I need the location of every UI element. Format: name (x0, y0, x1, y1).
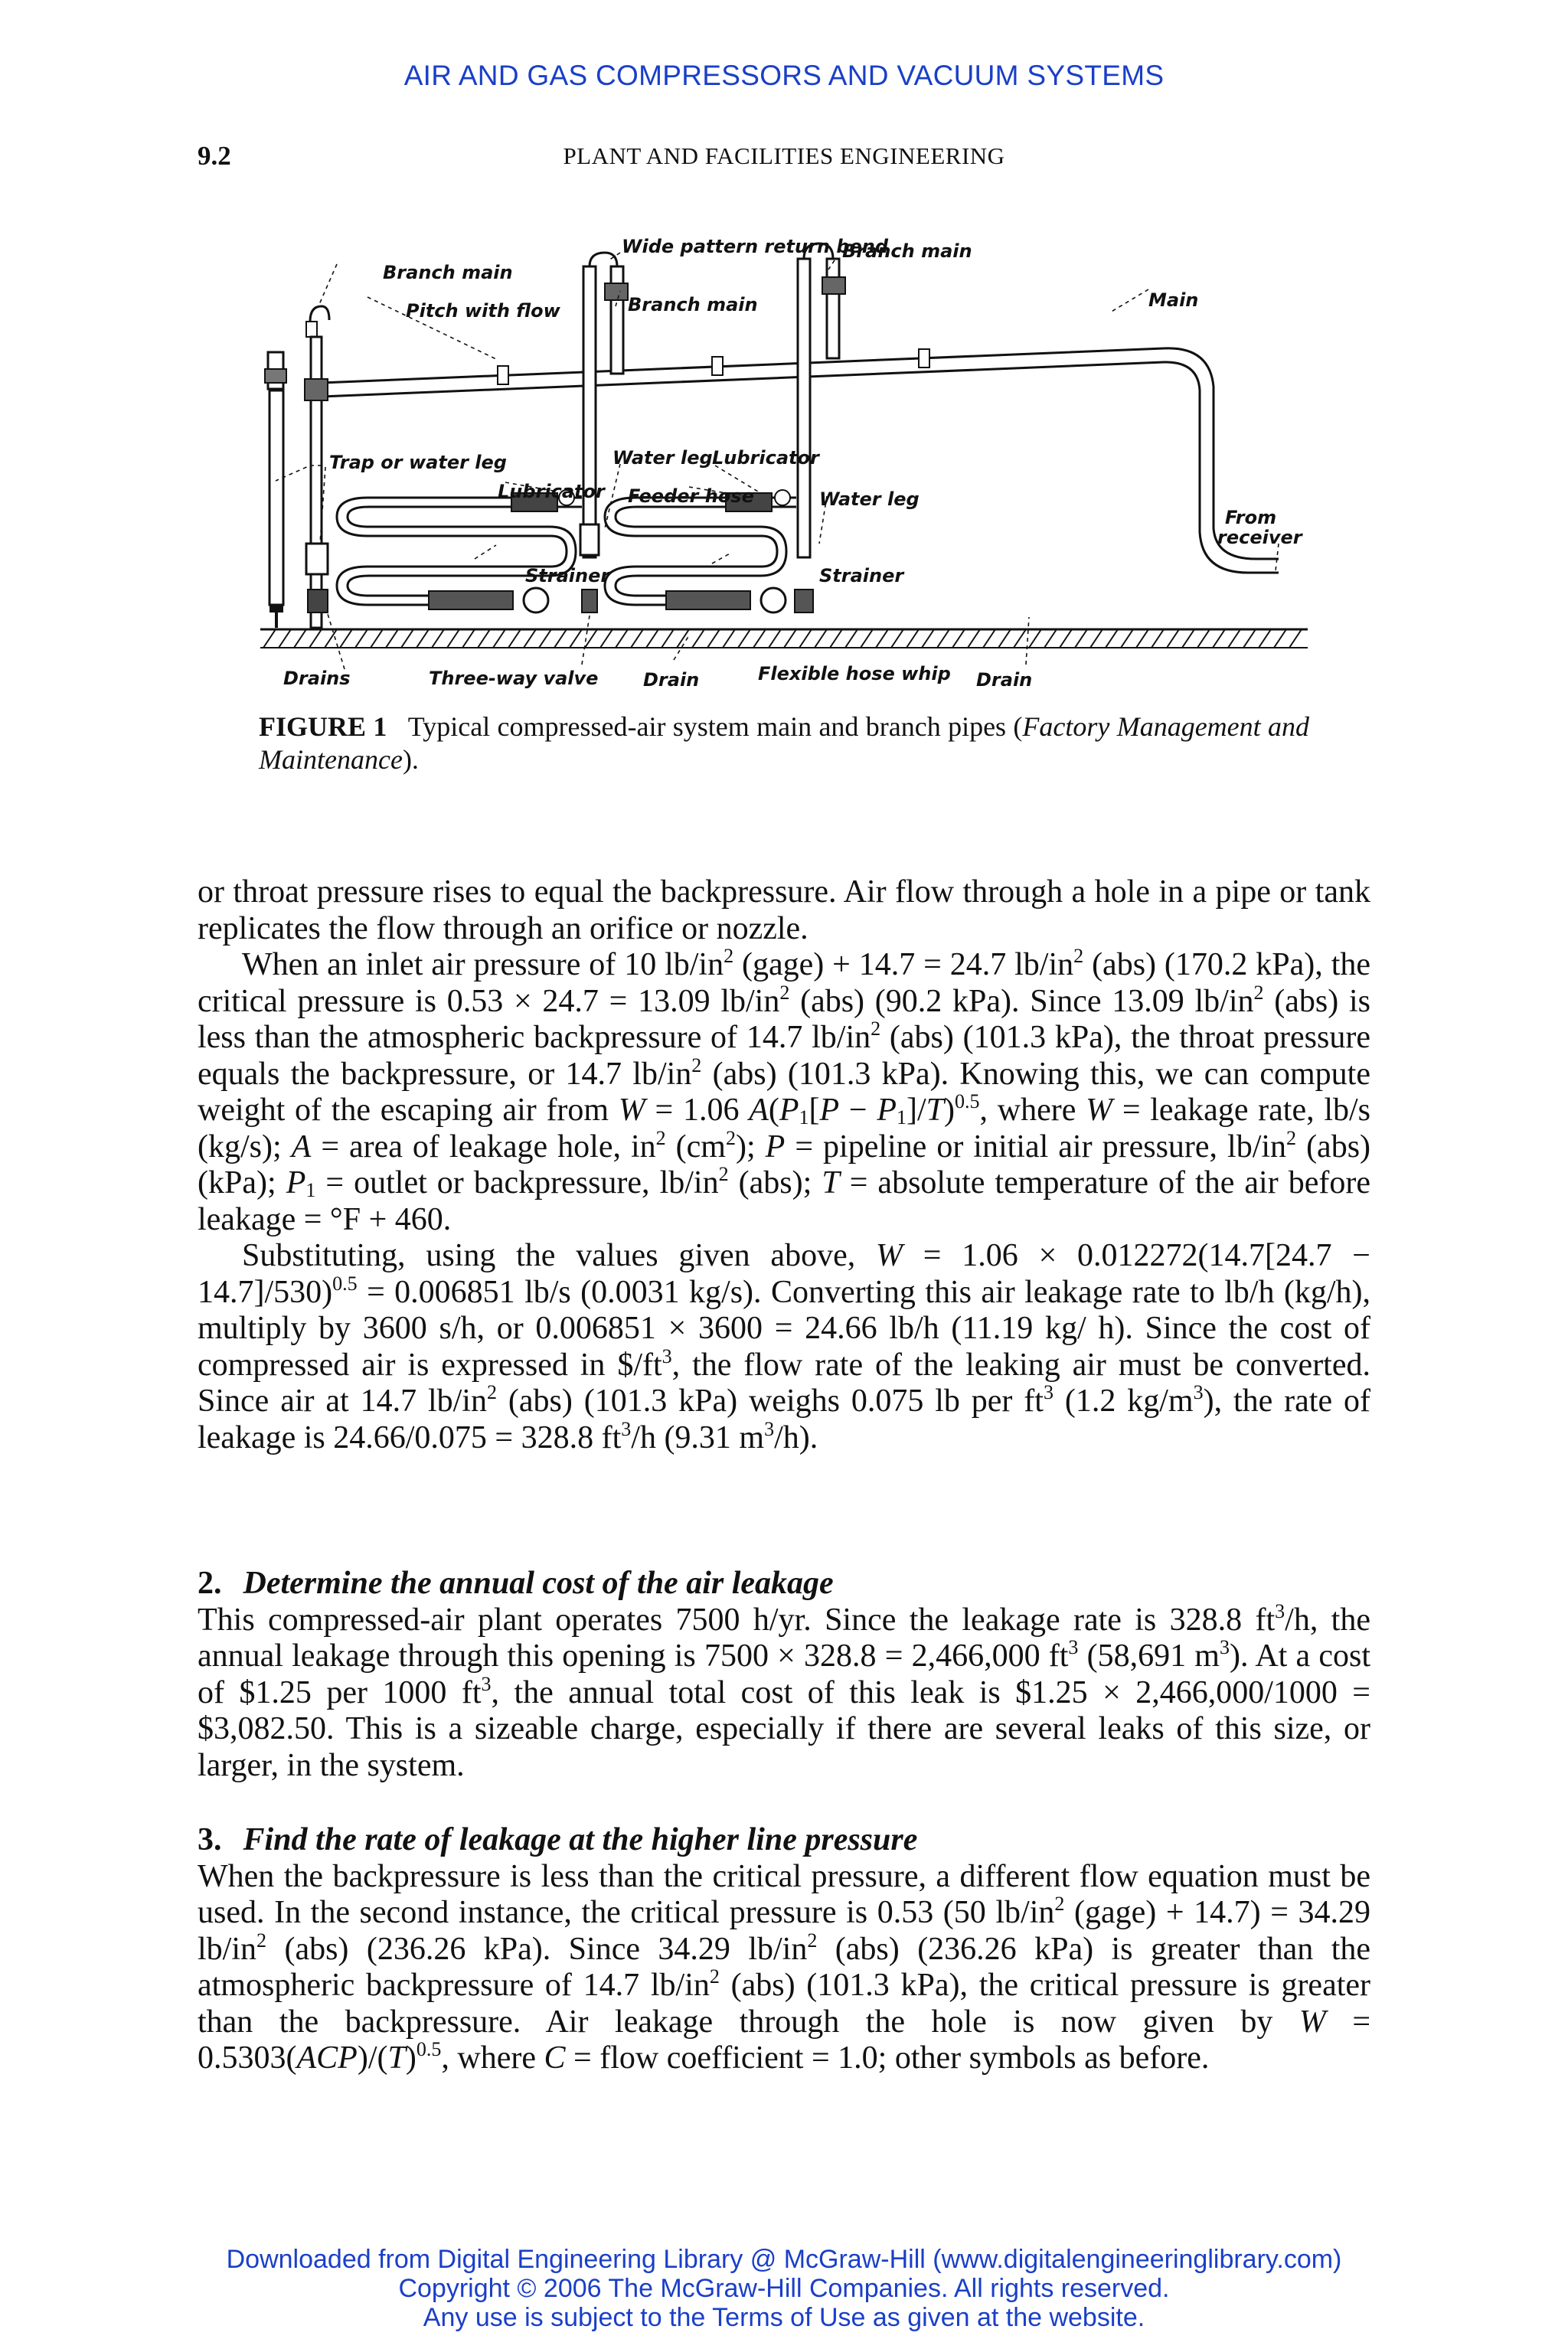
label-water-leg-right: Water leg (819, 488, 920, 510)
label-branch-main-center: Branch main (628, 294, 758, 315)
floor-hatch (260, 629, 1308, 648)
step-2-heading (198, 1566, 1370, 1602)
footer-copyright-line: Copyright © 2006 The McGraw-Hill Companies. All rights reserved. (398, 2274, 1170, 2303)
left-hose-coil (337, 490, 582, 612)
label-water-leg-center: Water leg (612, 447, 713, 469)
chapter-banner: AIR AND GAS COMPRESSORS AND VACUUM SYSTEMS (403, 60, 1165, 91)
label-drains: Drains (283, 668, 351, 689)
label-branch-main-right: Branch main (842, 240, 972, 262)
label-lubricator-left: Lubricator (498, 481, 605, 502)
paragraph-annual-cost: This compressed-air plant operates 7500 h/yr. Since the leakage rate is 328.8 $ft^3/h$, the annual leakage through this opening is 7500 × 328.8 = 2,466,000 $ft^3$ (58,691 $m^3$). At a cost of $1.25 per 1000 $ft^3$, the annual total cost of this leak is $1.25 × 2,466,000/1000 = $3,082.50. This is a sizeable charge, especially if there are several leaks of this size, or larger, in the system. (198, 1599, 1371, 1783)
label-from-receiver-line2: receiver (1217, 527, 1302, 548)
caption-source: Factory Management and Maintenance (259, 711, 1310, 775)
paragraph-inlet-pressure: When an inlet air pressure of 10 $lb/in^2$ (gage) + 14.7 = 24.7 $lb/in^2$ (abs) (170.2 kPa), the critical pressure is 0.53 × 24.7 = 13.09 $lb/in^2$ (abs) (90.2 kPa). Since 13.09 $lb/in^2$ (abs) is less than the atmospheric backpressure of 14.7 $lb/in^2$ (abs) (101.3 kPa), the throat pressure equals the backpressure, or 14.7 $lb/in^2$ (abs) (101.3 kPa). Knowing this, we can compute weight of the escaping air from W = 1.06 $A(P_1[P - P_1]/T)^{0.5}$, where W = leakage rate, lb/s (kg/s); A = area of leakage hole, $in^2$ $(cm^2)$; P = pipeline or initial air pressure, $lb/in^2$ (abs) (kPa); $P_1$ = outlet or backpressure, $lb/in^2$ (abs); T = absolute temperature of the air before leakage = °F + 460. (198, 944, 1371, 1237)
label-drain-right: Drain (976, 669, 1033, 691)
label-from-receiver-line1: From (1225, 507, 1277, 528)
label-strainer-left: Strainer (525, 565, 610, 586)
figure-1-diagram (253, 222, 1317, 712)
body-text-block-1 (198, 874, 1370, 1456)
center-branch (580, 253, 628, 612)
label-pitch-with-flow: Pitch with flow (406, 300, 560, 322)
right-branch (795, 243, 845, 612)
paragraph-throat-pressure: or throat pressure rises to equal the backpressure. Air flow through a hole in a pipe or tank replicates the flow through an orifice or nozzle. (198, 874, 1370, 946)
right-hose-coil (605, 490, 796, 612)
figure-caption (259, 710, 1309, 776)
step-2-title: Determine the annual cost of the air leakage (243, 1566, 834, 1601)
label-branch-main-left: Branch main (383, 262, 513, 283)
label-three-way-valve: Three-way valve (429, 668, 599, 689)
left-drop-leg (265, 352, 286, 628)
step-3-number: 3. (198, 1822, 222, 1857)
caption-end: ). (402, 744, 419, 775)
label-wide-pattern-return-bend: Wide pattern return bend (622, 236, 889, 257)
paragraph-higher-pressure: When the backpressure is less than the critical pressure, a different flow equation must be used. In the second instance, the critical pressure is 0.53 (50 $lb/in^2$ (gage) + 14.7) = 34.29 $lb/in^2$ (abs) (236.26 kPa). Since 34.29 $lb/in^2$ (abs) (236.26 kPa) is greater than the atmospheric backpressure of 14.7 $lb/in^2$ (abs) (101.3 kPa), the critical pressure is greater than the backpressure. Air leakage through the hole is now given by $W = 0.5303(ACP)/(T)^{0.5}$, where C = flow coefficient = 1.0; other symbols as before. (198, 1858, 1371, 2076)
label-flexible-hose-whip: Flexible hose whip (758, 663, 951, 684)
footer-download-line[interactable]: Downloaded from Digital Engineering Library @ McGraw-Hill (www.digitalengineeringlibrary.com) (226, 2245, 1342, 2274)
label-feeder-hose: Feeder hose (628, 485, 754, 507)
footer-terms-line[interactable]: Any use is subject to the Terms of Use as given at the website. (423, 2303, 1145, 2332)
page-footer (0, 2245, 1568, 2332)
step-3-heading (198, 1822, 1370, 1859)
label-drain-center: Drain (643, 669, 700, 691)
caption-text: Typical compressed-air system main and branch pipes ( (407, 711, 1023, 742)
pipe-system-illustration (253, 222, 1317, 712)
label-trap-or-water-leg: Trap or water leg (329, 452, 507, 473)
label-strainer-right: Strainer (819, 565, 904, 586)
step-2-section (198, 1566, 1370, 1784)
figure-label: FIGURE 1 (259, 711, 387, 742)
running-head: PLANT AND FACILITIES ENGINEERING (563, 142, 1005, 169)
label-lubricator-right: Lubricator (712, 447, 819, 469)
left-branch (305, 306, 329, 628)
step-3-title: Find the rate of leakage at the higher line pressure (243, 1822, 918, 1857)
step-2-number: 2. (198, 1566, 222, 1601)
step-3-section (198, 1822, 1370, 2077)
page-number: 9.2 (198, 141, 231, 171)
paragraph-substituting: Substituting, using the values given above, $W = 1.06 \times 0.012272(14.7[24.7 - 14.7]/530)^{0.5} = 0.006851$ lb/s (0.0031 kg/s). Converting this air leakage rate to lb/h (kg/h), multiply by 3600 s/h, or 0.006851 × 3600 = 24.66 lb/h (11.19 kg/ h). Since the cost of compressed air is expressed in $\$/ft^3$, the flow rate of the leaking air must be converted. Since air at 14.7 $lb/in^2$ (abs) (101.3 kPa) weighs 0.075 lb per $ft^3$ (1.2 $kg/m^3$), the rate of leakage is 24.66/0.075 = 328.8 $ft^3/h$ (9.31 $m^3/h$). (198, 1238, 1370, 1455)
label-main: Main (1148, 289, 1199, 311)
